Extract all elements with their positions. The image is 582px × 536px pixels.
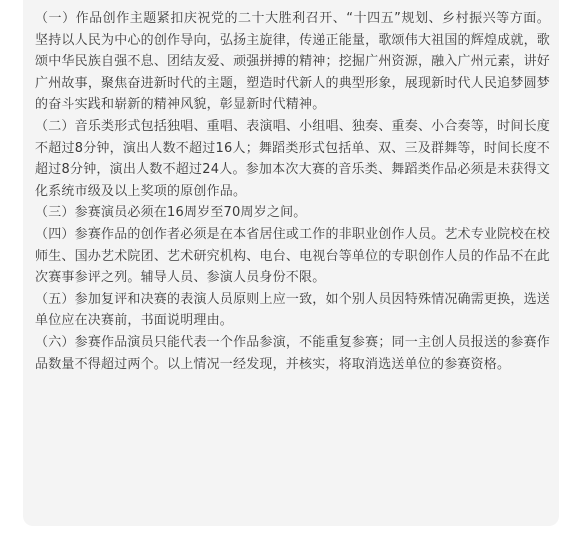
- rule-paragraph-1: （一）作品创作主题紧扣庆祝党的二十大胜利召开、“十四五”规划、乡村振兴等方面。坚持以人民为中心的创作导向，弘扬主旋律，传递正能量，歌颂伟大祖国的辉煌成就，歌颂中华民族自强不息、团结友爱、顽强拼搏的精神；挖掘广州资源，融入广州元素，讲好广州故事，聚焦奋进新时代的主题，塑造时代新人的典型形象，展现新时代人民追梦圆梦的奋斗实践和崭新的精神风貌，彰显新时代精神。: [35, 11, 550, 113]
- rule-paragraph-6: （六）参赛作品演员只能代表一个作品参演，不能重复参赛；同一主创人员报送的参赛作品数量不得超过两个。以上情况一经发现，并核实，将取消选送单位的参赛资格。: [35, 334, 550, 372]
- rules-text-panel: [23, 0, 559, 526]
- rule-paragraph-3: （三）参赛演员必须在16周岁至70周岁之间。: [35, 205, 307, 221]
- rule-paragraph-4: （四）参赛作品的创作者必须是在本省居住或工作的非职业创作人员。艺术专业院校在校师生、国办艺术院团、艺术研究机构、电台、电视台等单位的专职创作人员的作品不在此次赛事参评之列。辅导人员、参演人员身份不限。: [35, 226, 550, 286]
- rule-paragraph-5: （五）参加复评和决赛的表演人员原则上应一致，如个别人员因特殊情况确需更换，选送单位应在决赛前，书面说明理由。: [35, 291, 550, 329]
- rule-paragraph-2: （二）音乐类形式包括独唱、重唱、表演唱、小组唱、独奏、重奏、小合奏等，时间长度不超过8分钟，演出人数不超过16人；舞蹈类形式包括单、双、三及群舞等，时间长度不超过8分钟，演出人数不超过24人。参加本次大赛的音乐类、舞蹈类作品必须是未获得文化系统市级及以上奖项的原创作品。: [35, 118, 550, 199]
